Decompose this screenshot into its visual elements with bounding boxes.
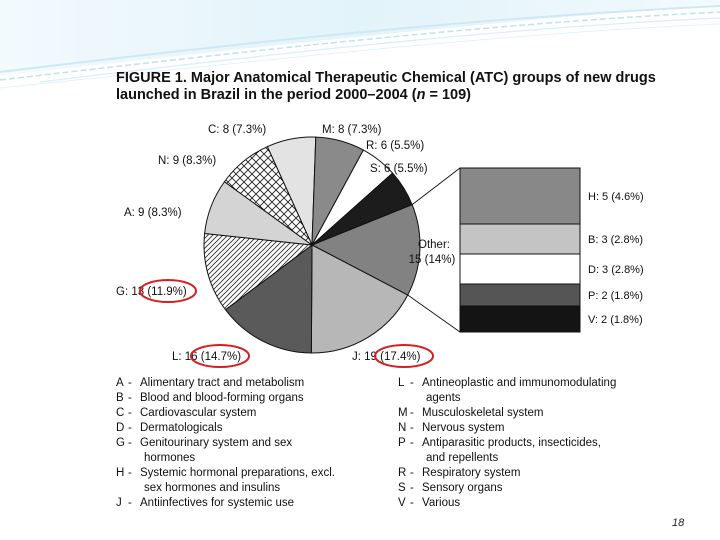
legend-text: Antineoplastic and immunomodulating agents: [422, 377, 617, 404]
legend-dash: -: [410, 422, 414, 434]
pie-label-j: J: 19 (17.4%): [352, 351, 421, 363]
breakdown-label-h: H: 5 (4.6%): [588, 191, 644, 203]
legend-code: C: [116, 407, 125, 419]
legend-dash: -: [128, 467, 132, 479]
pie-label-c: C: 8 (7.3%): [208, 124, 267, 136]
legend-text: Antiinfectives for systemic use: [140, 497, 295, 509]
legend-code: P: [398, 437, 406, 449]
pie-label-m: M: 8 (7.3%): [322, 124, 382, 136]
legend-item-j: [116, 496, 386, 511]
legend-dash: -: [410, 467, 414, 479]
pie-label-s: S: 6 (5.5%): [370, 163, 428, 175]
legend-text: Musculoskeletal system: [422, 407, 544, 419]
connector-bottom: [408, 295, 460, 332]
breakdown-segment-d: [460, 254, 580, 284]
breakdown-label-d: D: 3 (2.8%): [588, 264, 644, 276]
legend-text: Nervous system: [422, 422, 505, 434]
legend-column-left: [116, 376, 386, 511]
legend-code: H: [116, 467, 125, 479]
legend-text: Cardiovascular system: [140, 407, 257, 419]
legend-dash: -: [128, 377, 132, 389]
pie-label-g: G: 13 (11.9%): [116, 286, 187, 298]
legend-code: J: [116, 497, 122, 509]
legend-code: V: [398, 497, 406, 509]
legend-dash: -: [128, 407, 132, 419]
legend-text: Systemic hormonal preparations, excl. sex hormones and insulins: [140, 467, 335, 494]
legend-dash: -: [128, 497, 132, 509]
legend-item-p: [398, 436, 638, 466]
legend-dash: -: [128, 437, 132, 449]
legend-item-m: [398, 406, 638, 421]
legend-dash: -: [410, 437, 414, 449]
pie-label-n: N: 9 (8.3%): [158, 155, 217, 167]
title-line2-suffix: = 109): [425, 87, 471, 103]
pie-label-other-line2: 15 (14%): [408, 254, 456, 266]
legend-dash: -: [410, 482, 414, 494]
legend-code: R: [398, 467, 407, 479]
legend-item-b: [116, 391, 386, 406]
title-n-symbol: n: [416, 87, 426, 103]
legend-dash: -: [410, 407, 414, 419]
legend-item-a: [116, 376, 386, 391]
legend-dash: -: [410, 377, 414, 389]
pie-label-l: L: 16 (14.7%): [172, 351, 242, 363]
pie-label-other-line1: Other:: [418, 239, 450, 251]
legend-item-d: [116, 421, 386, 436]
breakdown-segment-b: [460, 224, 580, 254]
legend-item-v: [398, 496, 638, 511]
legend-code: D: [116, 422, 125, 434]
legend-code: S: [398, 482, 406, 494]
legend-item-n: [398, 421, 638, 436]
legend-item-r: [398, 466, 638, 481]
breakdown-label-p: P: 2 (1.8%): [588, 290, 644, 302]
figure-title-line1: FIGURE 1. Major Anatomical Therapeutic Chemical (ATC) groups of new drugs: [116, 70, 656, 86]
pie-label-a: A: 9 (8.3%): [124, 207, 182, 219]
other-breakdown-bar: [460, 168, 580, 332]
legend-code: G: [116, 437, 125, 449]
legend-text: Sensory organs: [422, 482, 503, 494]
legend-item-g: [116, 436, 386, 466]
breakdown-segment-v: [460, 306, 580, 332]
legend-code: L: [398, 377, 405, 389]
breakdown-segment-h: [460, 168, 580, 224]
legend-code: A: [116, 377, 124, 389]
legend-text: Alimentary tract and metabolism: [140, 377, 305, 389]
legend-text: Genitourinary system and sex hormones: [140, 437, 293, 464]
legend-column-right: [398, 376, 638, 511]
legend-item-h: [116, 466, 386, 496]
page-number: 18: [672, 517, 685, 529]
pie-chart: [112, 106, 644, 368]
pie-label-r: R: 6 (5.5%): [366, 140, 425, 152]
legend-text: Dermatologicals: [140, 422, 223, 434]
breakdown-segment-p: [460, 284, 580, 306]
legend-code: B: [116, 392, 124, 404]
figure-title-line2: [116, 87, 636, 104]
legend-code: M: [398, 407, 408, 419]
breakdown-label-v: V: 2 (1.8%): [588, 314, 643, 326]
legend-item-s: [398, 481, 638, 496]
legend-code: N: [398, 422, 407, 434]
legend-dash: -: [128, 392, 132, 404]
figure-area: [112, 106, 644, 368]
legend-dash: -: [410, 497, 414, 509]
legend-text: Antiparasitic products, insecticides, and repellents: [422, 437, 601, 464]
legend-text: Respiratory system: [422, 467, 521, 479]
legend-item-l: [398, 376, 638, 406]
legend-text: Various: [422, 497, 461, 509]
breakdown-label-b: B: 3 (2.8%): [588, 234, 644, 246]
legend-dash: -: [128, 422, 132, 434]
figure-title: [116, 70, 656, 104]
legend-item-c: [116, 406, 386, 421]
title-line2-prefix: launched in Brazil in the period 2000–2004 (: [116, 87, 417, 103]
legend-text: Blood and blood-forming organs: [140, 392, 304, 404]
